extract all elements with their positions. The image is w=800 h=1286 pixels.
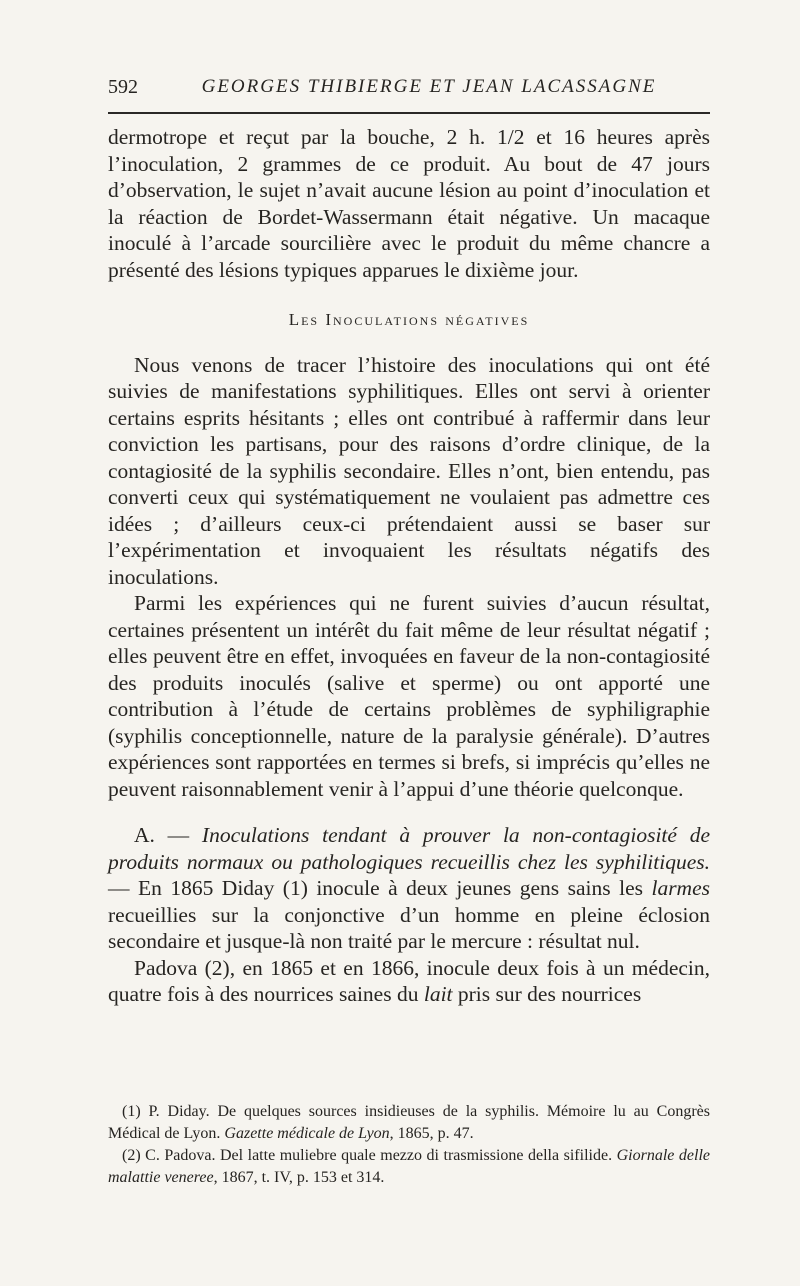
italic-word: lait — [423, 982, 453, 1006]
text-run: Padova (2), en 1865 et en 1866, inocule deux fois à un médecin, quatre fois à des nourrices saines du — [108, 955, 710, 1006]
footnotes — [108, 1101, 710, 1189]
footnote-2 — [108, 1145, 710, 1189]
paragraph-subsection-a — [108, 822, 710, 955]
footnote-text: (1) P. Diday. De quelques sources insidieuses de la syphilis. Mémoire lu au Congrès Médical de Lyon. — [108, 1103, 710, 1142]
page-header — [108, 76, 710, 104]
text-run: pris sur des nourrices — [452, 982, 642, 1006]
footnote-1 — [108, 1101, 710, 1145]
section-heading: Les Inoculations négatives — [288, 310, 530, 329]
running-title: GEORGES THIBIERGE ET JEAN LACASSAGNE — [201, 76, 657, 97]
header-rule — [108, 112, 710, 114]
paragraph — [108, 955, 710, 1008]
footnote-text: , 1867, t. IV, p. 153 et 314. — [213, 1169, 385, 1186]
subsection-lead: A. — — [134, 823, 202, 847]
page-number: 592 — [108, 76, 138, 98]
paragraph: Nous venons de tracer l’histoire des inoculations qui ont été suivies de manifestations syphilitiques. Elles ont servi à orienter certains esprits hésitants ; elles ont contribué à raffermir dans leur conviction les partisans, pour des raisons d’ordre clinique, de la contagiosité de la syphilis secondaire. Elles n’ont, bien entendu, pas converti ceux qui systématiquement ne voulaient pas admettre ces idées ; d’ailleurs ceux-ci prétendaient aussi se baser sur l’expérimentation et invoquaient les résultats négatifs des inoculations. — [108, 352, 710, 589]
text-run: — En 1865 Diday (1) inocule à deux jeunes gens sains les — [108, 876, 652, 900]
footnote-text: (2) C. Padova. Del latte muliebre quale mezzo di trasmissione della sifilide. — [122, 1147, 617, 1164]
footnote-journal: Giornale delle malattie veneree — [108, 1147, 710, 1186]
text-run: recueillies sur la conjonctive d’un homme en pleine éclosion secondaire et jusque-là non traité par le mercure : résultat nul. — [108, 902, 710, 953]
body-text — [108, 124, 710, 1008]
italic-word: larmes — [651, 876, 710, 900]
paragraph-continuation: dermotrope et reçut par la bouche, 2 h. 1/2 et 16 heures après l’inoculation, 2 grammes de ce produit. Au bout de 47 jours d’observation, le sujet n’avait aucune lésion au point d’inoculation et la réaction de Bordet-Wassermann était négative. Un macaque inoculé à l’arcade sourcilière avec le produit du même chancre a présenté des lésions typiques apparues le dixième jour. — [108, 125, 710, 282]
footnote-text: , 1865, p. 47. — [389, 1125, 474, 1142]
subsection-title: Inoculations tendant à prouver la non-contagiosité de produits normaux ou pathologiques recueillis chez les syphilitiques. — [108, 823, 710, 874]
paragraph: Parmi les expériences qui ne furent suivies d’aucun résultat, certaines présentent un intérêt du fait même de leur résultat négatif ; elles peuvent être en effet, invoquées en faveur de la non-contagiosité des produits inoculés (salive et sperme) ou ont apporté une contribution à l’étude de certains problèmes de syphiligraphie (syphilis conceptionnelle, nature de la paralysie générale). D’autres expériences sont rapportées en termes si brefs, si imprécis qu’elles ne peuvent raisonnablement venir à l’appui d’une théorie quelconque. — [108, 591, 710, 801]
footnote-journal: Gazette médicale de Lyon — [224, 1125, 390, 1142]
